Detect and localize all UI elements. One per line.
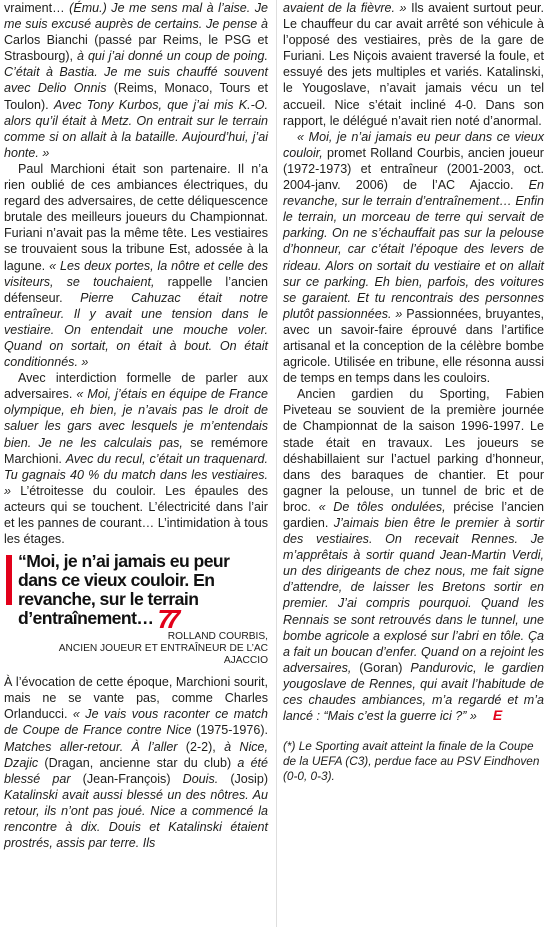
paragraph: vraiment… (Ému.) Je me sens mal à l’aise. Je me suis excusé auprès de certains. Je pense à Carlos Bianchi (passé par Reims, le PSG et Strasbourg), à qui j’ai donné un coup de poing. C’était à Bastia. Je me suis chauffé souvent avec Delio Onnis (Reims, Monaco, Tours et Toulon). Avec Tony Kurbos, que j’ai mis K.-O. alors qu’il était à Metz. On entrait sur le terrain comme si on allait à la bataille. Aujourd’hui, j’ai honte. »: [4, 1, 269, 160]
pull-quote: [4, 552, 268, 667]
end-of-article-logo-icon: E: [492, 707, 503, 724]
paragraph: Paul Marchioni était son partenaire. Il n’a rien oublié de ces ambiances électriques, du regard des adversaires, de cette déliquescence brutale des meilleurs joueurs du Championnat. Furiani n’avait pas la même tête. Les vestiaires se trouvaient sous la tribune Est, adossée à la lagune. « Les deux portes, la nôtre et celle des visiteurs, se touchaient, rappelle l’ancien défenseur. Pierre Cahuzac était notre entraîneur. Il y avait une tension dans le vestiaire. On entendait une mouche voler. Quand on sortait, on était à bout. On était conditionnés. »: [4, 161, 268, 370]
left-column: [4, 0, 268, 851]
pull-quote-text: “Moi, je n’ai jamais eu peur dans ce vieux couloir. En revanche, sur le terrain d’entraînement… 77: [18, 551, 230, 635]
paragraph: Avec interdiction formelle de parler aux adversaires. « Moi, j’étais en équipe de France olympique, eh bien, je n’avais pas le droit de saluer les gars avec lesquels je m’entendais bien. Je ne les calculais pas, se remémore Marchioni. Avec du recul, c’était un traquenard. Tu gagnais 40 % du match dans les vestiaires. » L’étroitesse du couloir. Les épaules des acteurs qui se touchent. L’électricité dans l’air et les pannes de courant… L’intimidation à tous les étages.: [4, 371, 268, 547]
closing-quote-mark-icon: 77: [157, 604, 175, 635]
right-column: [283, 0, 544, 784]
paragraph: avaient de la fièvre. » Ils avaient surtout peur. Le chauffeur du car avait arrêté son véhicule à l’opposé des vestiaires, près de la gare de Furiani. Les Niçois avaient traversé la foule, et essuyé des jets multiples et variés. Katalinski, le Yougoslave, n’avait jamais vécu un tel accueil. Nice s’était incliné 4-0. Dans son rapport, le délégué n’avait rien noté d’anormal.: [283, 1, 544, 128]
quote-accent-bar: [6, 555, 12, 605]
footnote: (*) Le Sporting avait atteint la finale de la Coupe de la UEFA (C3), perdue face au PSV Eindhoven (0-0, 0-3).: [283, 739, 540, 784]
column-divider: [276, 0, 277, 927]
paragraph: « Moi, je n’ai jamais eu peur dans ce vieux couloir, promet Rolland Courbis, ancien joueur (1972-1973) et entraîneur (2001-2003, oct. 2004-janv. 2006) de l’AC Ajaccio. En revanche, sur le terrain d’entraînement… Enfin le terrain, un morceau de terre qui servait de parking. On ne s’échauffait pas sur la pelouse d’honneur, car c’était l’époque des levers de rideau. Alors on sortait du vestiaire et on allait sur ce parking. Eh bien, parfois, des voitures se garaient. Et tu rencontrais des personnes plutôt passionnées. » Passionnées, bruyantes, avec un savoir-faire éprouvé dans l’artifice artisanal et la conception de la célèbre bombe agricole. Utilisée en tribune, elle résonna aussi de temps en temps dans les couloirs.: [283, 129, 544, 386]
paragraph: Ancien gardien du Sporting, Fabien Piveteau se souvient de la première journée de Championnat de la saison 1996-1997. Le stade était en travaux. Les joueurs se déshabillaient sur l’actuel parking d’honneur, dans des baraques de chantier. Et pour gagner la pelouse, un tunnel de bric et de broc. « De tôles ondulées, précise l’ancien gardien. J’aimais bien être le premier à sortir des vestiaires. On recevait Rennes. Je m’apprêtais à sortir quand Jean-Martin Verdi, un des dirigeants de chez nous, me fait signe d’attendre, de laisser les Bretons sortir en premier. J’ai compris pourquoi. Quand les Rennais se sont retrouvés dans le tunnel, une bombe agricole a explosé sur l’abri en tôle. Ça a fait un boucan d’enfer. Quand on a rejoint les adversaires, (Goran) Pandurovic, le gardien yougoslave de Rennes, qui avait l’habitude de ces chaudes ambiances, m’a regardé et m’a lancé : “Mais c’est la guerre ici ?” » E: [283, 387, 544, 724]
quote-author: ROLLAND COURBIS,: [167, 631, 268, 643]
paragraph: À l’évocation de cette époque, Marchioni sourit, mais ne se vante pas, comme Charles Orlanducci. « Je vais vous raconter ce match de Coupe de France contre Nice (1975-1976). Matches aller-retour. À l’aller (2-2), à Nice, Dzajic (Dragan, ancienne star du club) a été blessé par (Jean-François) Douis. (Josip) Katalinski avait aussi blessé un des nôtres. Au retour, ils n’ont pas joué. Nice a commencé la rencontre à dix. Douis et Katalinski étaient prostrés, assis par terre. Ils: [4, 675, 269, 851]
quote-author-role: ANCIEN JOUEUR ET ENTRAÎNEUR DE L’AC AJACCIO: [58, 643, 268, 667]
